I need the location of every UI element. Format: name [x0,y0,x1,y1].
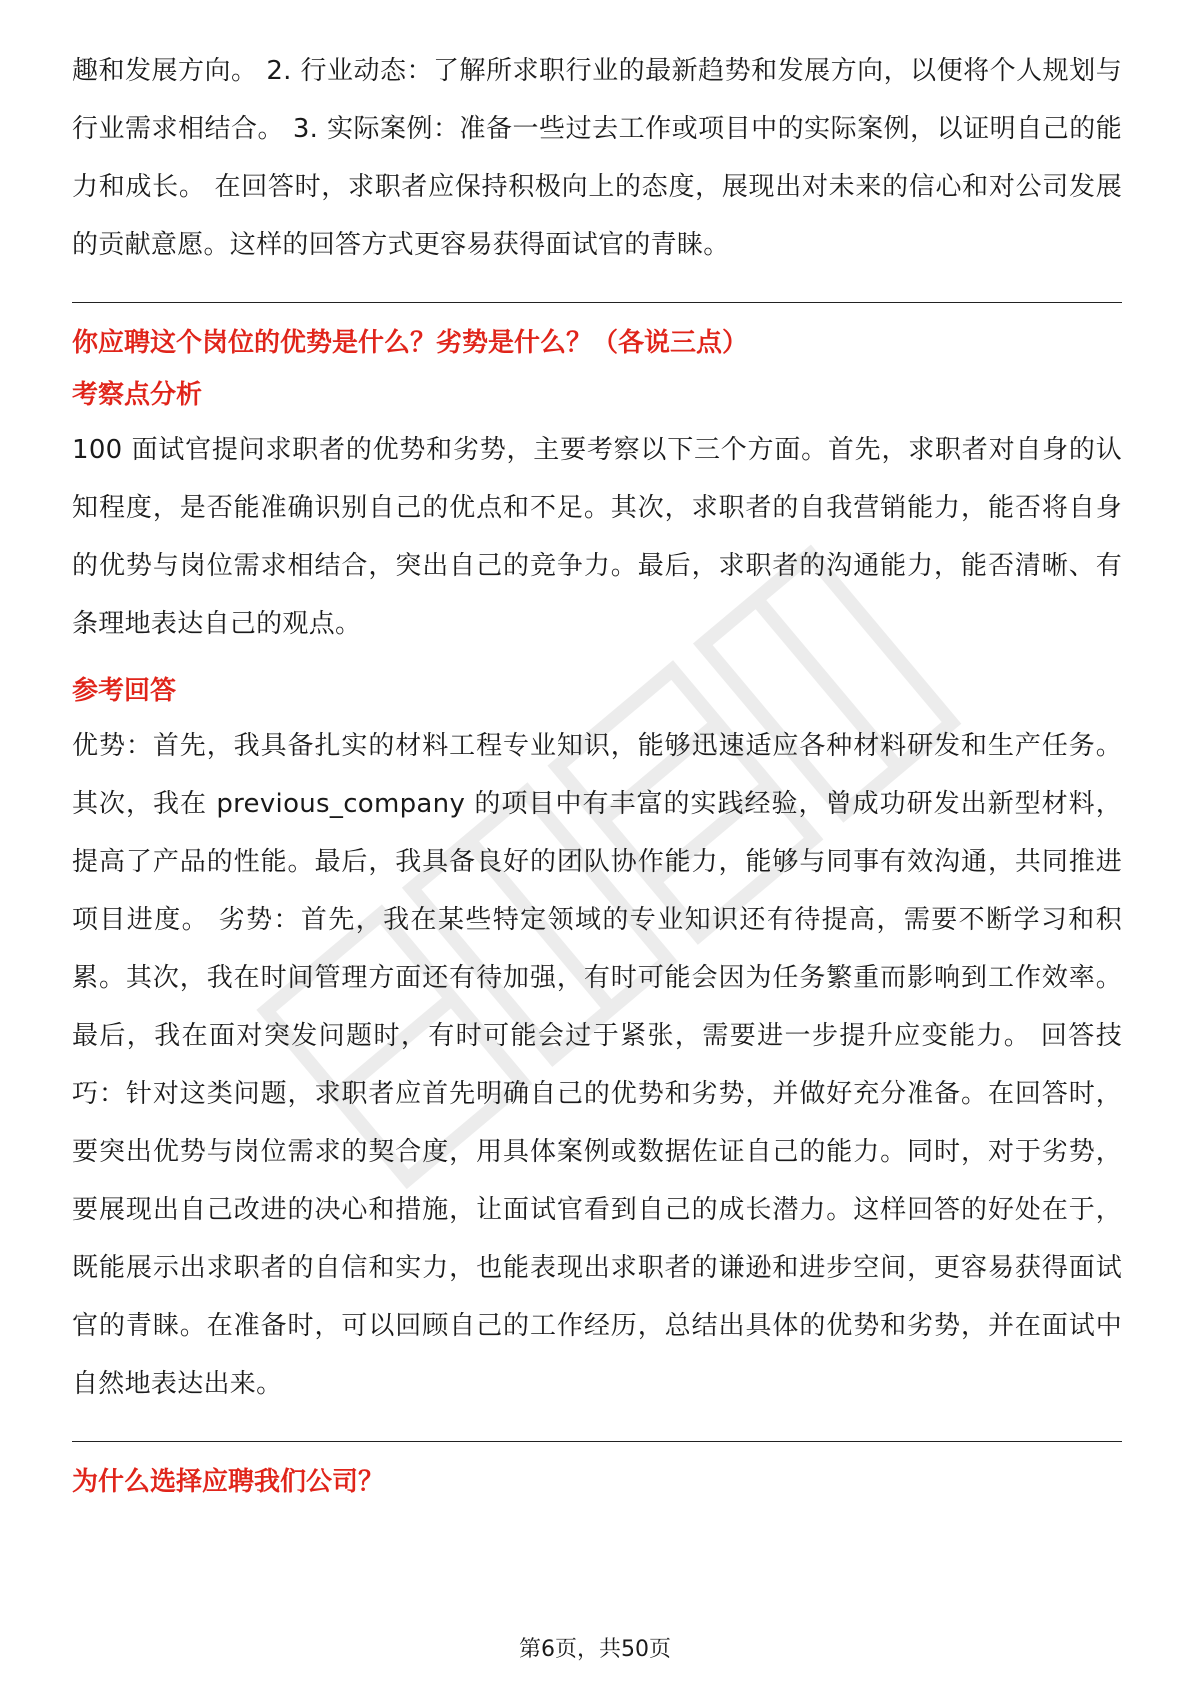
document-page [72,42,1122,1508]
intro-paragraph: 趣和发展方向。 2. 行业动态：了解所求职行业的最新趋势和发展方向，以便将个人规划与行业需求相结合。 3. 实际案例：准备一些过去工作或项目中的实际案例，以证明自己的能力和成长。 在回答时，求职者应保持积极向上的态度，展现出对未来的信心和对公司发展的贡献意愿。这样的回答方式更容易获得面试官的青睐。 [72,56,1122,260]
analysis-paragraph: 100 面试官提问求职者的优势和劣势，主要考察以下三个方面。首先，求职者对自身的认知程度，是否能准确识别自己的优点和不足。其次，求职者的自我营销能力，能否将自身的优势与岗位需求相结合，突出自己的竞争力。最后，求职者的沟通能力，能否清晰、有条理地表达自己的观点。 [72,435,1122,639]
section-divider [72,1441,1122,1442]
page-number-footer: 第6页，共50页 [519,1637,671,1662]
section-divider [72,302,1122,303]
analysis-heading: 考察点分析 [72,380,203,410]
answer-heading: 参考回答 [72,676,177,706]
answer-paragraph: 优势：首先，我具备扎实的材料工程专业知识，能够迅速适应各种材料研发和生产任务。其次，我在 previous_company 的项目中有丰富的实践经验，曾成功研发出新型材料，提高了产品的性能。最后，我具备良好的团队协作能力，能够与同事有效沟通，共同推进项目进度。 劣势：首先，我在某些特定领域的专业知识还有待提高，需要不断学习和积累。其次，我在时间管理方面还有待加强，有时可能会因为任务繁重而影响到工作效率。最后，我在面对突发问题时，有时可能会过于紧张，需要进一步提升应变能力。 回答技巧：针对这类问题，求职者应首先明确自己的优势和劣势，并做好充分准备。在回答时，要突出优势与岗位需求的契合度，用具体案例或数据佐证自己的能力。同时，对于劣势，要展现出自己改进的决心和措施，让面试官看到自己的成长潜力。这样回答的好处在于，既能展示出求职者的自信和实力，也能表现出求职者的谦逊和进步空间，更容易获得面试官的青睐。在准备时，可以回顾自己的工作经历，总结出具体的优势和劣势，并在面试中自然地表达出来。 [72,731,1122,1399]
question-heading-strengths-weaknesses: 你应聘这个岗位的优势是什么？劣势是什么？（各说三点） [72,328,749,358]
question-heading-why-company: 为什么选择应聘我们公司？ [72,1467,385,1497]
